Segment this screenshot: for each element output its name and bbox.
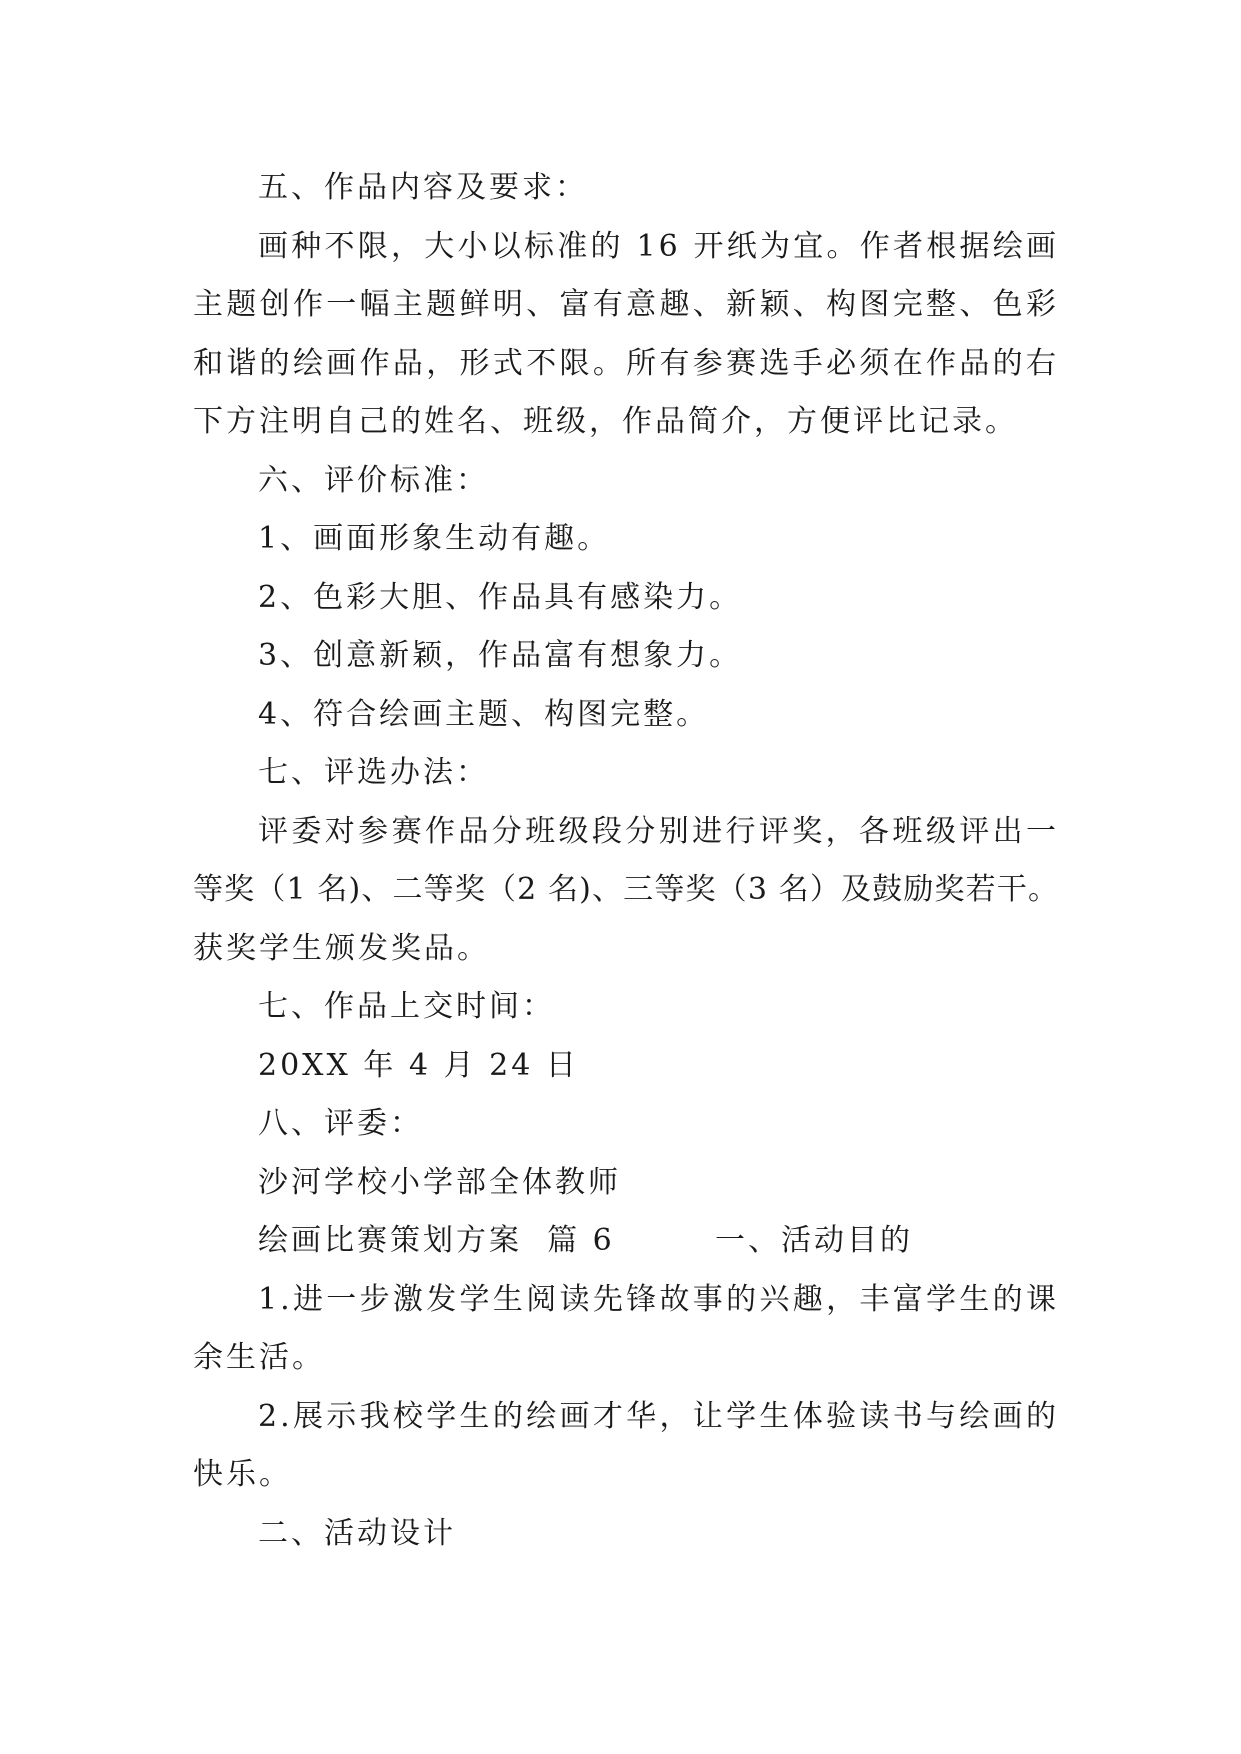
submission-date: 20XX 年 4 月 24 日 [258, 1047, 579, 1083]
objective-item-line: 1.进一步激发学生阅读先锋故事的兴趣，丰富学生的课 [258, 1281, 1059, 1317]
objective-item-line: 快乐。 [193, 1457, 292, 1492]
paragraph-line: 和谐的绘画作品，形式不限。所有参赛选手必须在作品的右 [193, 345, 1059, 381]
criteria-item: 1、画面形象生动有趣。 [258, 521, 611, 556]
section-heading: 七、评选办法： [258, 755, 489, 790]
criteria-item: 2、色彩大胆、作品具有感染力。 [258, 579, 743, 615]
objective-item-line: 余生活。 [193, 1340, 325, 1375]
paragraph-line: 获奖学生颁发奖品。 [193, 930, 490, 966]
objective-item-line: 2.展示我校学生的绘画才华，让学生体验读书与绘画的 [258, 1398, 1059, 1434]
section-heading: 二、活动设计 [258, 1515, 456, 1551]
paragraph-line: 评委对参赛作品分班级段分别进行评奖，各班级评出一 [258, 813, 1059, 849]
paragraph-line: 主题创作一幅主题鲜明、富有意趣、新颖、构图完整、色彩 [193, 287, 1059, 322]
document-body [193, 159, 1059, 1563]
document-title-line: 绘画比赛策划方案 篇 6 一、活动目的 [258, 1223, 913, 1258]
section-heading: 八、评委： [258, 1106, 423, 1141]
criteria-item: 4、符合绘画主题、构图完整。 [258, 696, 710, 732]
section-heading: 五、作品内容及要求： [258, 170, 588, 205]
criteria-item: 3、创意新颖，作品富有想象力。 [258, 638, 743, 673]
judges-text: 沙河学校小学部全体教师 [258, 1164, 621, 1200]
section-heading: 六、评价标准： [258, 462, 489, 498]
paragraph-line: 等奖（1 名)、二等奖（2 名)、三等奖（3 名）及鼓励奖若干。 [193, 872, 1059, 907]
paragraph-line: 画种不限，大小以标准的 16 开纸为宜。作者根据绘画 [258, 228, 1059, 264]
paragraph-line: 下方注明自己的姓名、班级，作品简介，方便评比记录。 [193, 404, 1018, 439]
section-heading: 七、作品上交时间： [258, 989, 555, 1024]
